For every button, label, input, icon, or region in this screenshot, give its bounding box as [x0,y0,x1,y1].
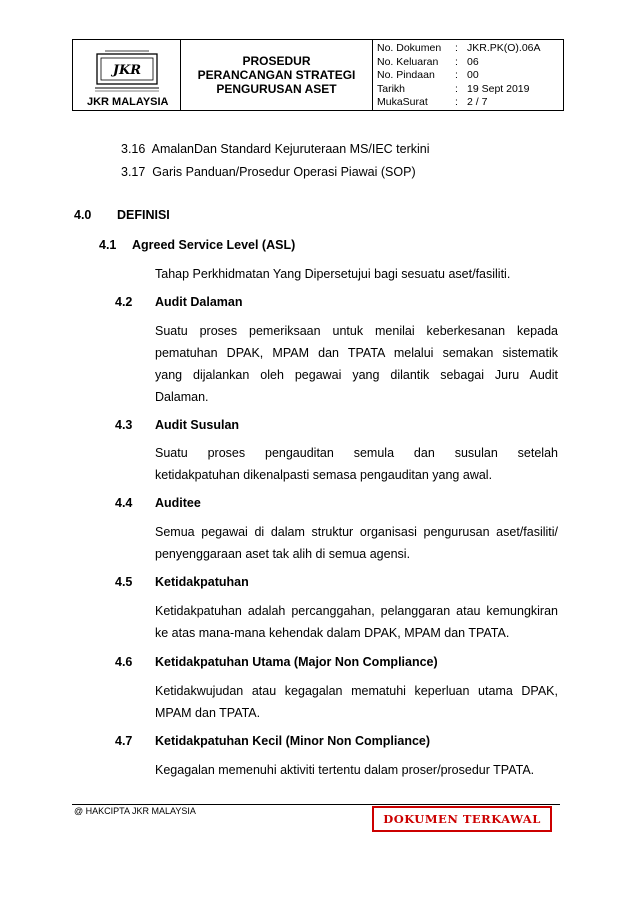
definition-text: Tahap Perkhidmatan Yang Dipersetujui bagi sesuatu aset/fasiliti. [155,267,511,281]
definition-title: Auditee [155,496,201,510]
info-label: Tarikh [377,82,406,95]
logo-cell [73,40,181,110]
info-colon: : [455,82,458,95]
info-row [373,42,563,56]
svg-text:JKR: JKR [112,63,142,78]
info-row [373,69,563,83]
info-value: JKR.PK(O).06A [467,42,541,54]
definition-number: 4.2 [115,295,133,309]
definition-text: MPAM dan TPATA. [155,706,261,720]
reference-item [121,165,416,179]
definition-title: Agreed Service Level (ASL) [132,238,296,252]
definition-number: 4.6 [115,655,133,669]
definition-title: Audit Susulan [155,418,240,432]
info-colon: : [455,55,458,68]
info-value: 06 [467,55,479,68]
info-row [373,56,563,70]
info-label: No. Dokumen [377,42,442,54]
info-colon: : [455,42,458,54]
title-line: PROSEDUR [242,54,311,68]
info-row [373,96,563,110]
title-line: PENGURUSAN ASET [216,82,337,96]
document-info [373,40,563,110]
footer-divider [72,804,560,805]
definition-text: Dalaman. [155,390,209,404]
definition-text: Kegagalan memenuhi aktiviti tertentu dalam proser/prosedur TPATA. [155,763,535,777]
definition-number: 4.7 [115,734,133,748]
definition-text: ke atas mana-mana kehendak dalam DPAK, MPAM dan TPATA. [155,626,510,640]
definition-text: Suatu proses pengauditan semula dan susulan setelah [155,446,558,460]
document-header [72,39,564,111]
reference-number: 3.16 [121,142,146,156]
definition-title: Ketidakpatuhan Kecil (Minor Non Compliance) [155,734,431,748]
info-row [373,83,563,97]
definition-number: 4.3 [115,418,133,432]
section-title: DEFINISI [117,208,170,222]
info-label: No. Pindaan [377,69,435,81]
jkr-logo-icon [91,48,163,94]
info-colon: : [455,96,458,108]
reference-text: AmalanDan Standard Kejuruteraan MS/IEC terkini [151,142,430,156]
definition-text: yang dijalankan oleh pegawai yang dilantik sebagai Juru Audit [155,368,558,382]
definition-number: 4.4 [115,496,133,510]
definition-text: Ketidakpatuhan adalah percanggahan, pelanggaran atau kemungkiran [155,604,558,618]
info-label: No. Keluaran [377,55,439,68]
info-value: 2 / 7 [467,96,488,108]
definition-number: 4.5 [115,575,133,589]
definition-title: Audit Dalaman [155,295,243,309]
reference-text: Garis Panduan/Prosedur Operasi Piawai (SOP) [152,165,416,179]
definition-text: penyenggaraan aset tak alih di semua agensi. [155,547,411,561]
definition-text: ketidakpatuhan dikenalpasti semasa pengauditan yang awal. [155,468,493,482]
footer-copyright: @ HAKCIPTA JKR MALAYSIA [74,806,196,816]
info-value: 00 [467,69,479,81]
definition-text: Ketidakwujudan atau kegagalan mematuhi keperluan utama DPAK, [155,684,558,698]
org-name: JKR MALAYSIA [87,96,169,108]
section-number: 4.0 [74,208,92,222]
definition-title: Ketidakpatuhan Utama (Major Non Compliance) [155,655,438,669]
info-colon: : [455,69,458,81]
definition-text: Semua pegawai di dalam struktur organisasi pengurusan aset/fasiliti/ [155,525,558,539]
title-line: PERANCANGAN STRATEGI [197,68,356,82]
document-title [181,40,373,110]
definition-title: Ketidakpatuhan [155,575,249,589]
reference-number: 3.17 [121,165,146,179]
reference-item [121,142,430,156]
controlled-document-stamp: DOKUMEN TERKAWAL [372,806,552,832]
info-value: 19 Sept 2019 [467,82,530,95]
info-label: MukaSurat [377,96,428,108]
definition-number: 4.1 [99,238,117,252]
definition-text: pematuhan DPAK, MPAM dan TPATA melalui semakan sistematik [155,346,558,360]
definition-text: Suatu proses pemeriksaan untuk menilai keberkesanan kepada [155,324,558,338]
